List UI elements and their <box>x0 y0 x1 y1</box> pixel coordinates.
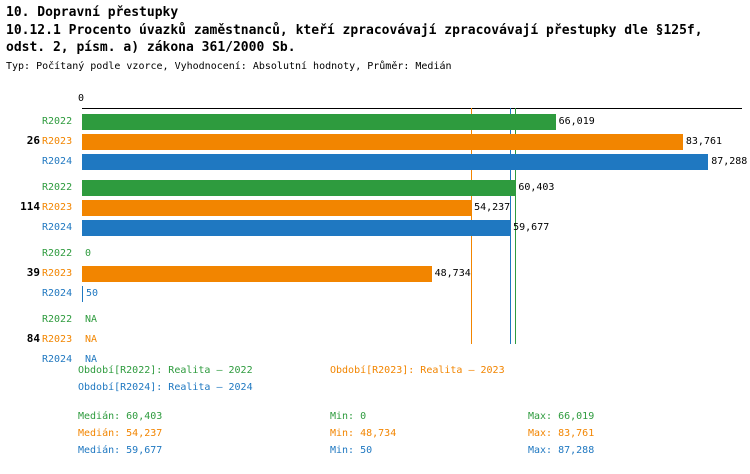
chart-plot-area <box>0 92 750 365</box>
stat-max-2023: Max: 83,761 <box>528 428 595 439</box>
bar-row-label: R2024 <box>42 156 73 167</box>
legend-entry-2024: Období[R2024]: Realita – 2024 <box>78 382 253 393</box>
bar-row[interactable] <box>0 178 750 198</box>
stat-median-2024: Medián: 59,677 <box>78 445 163 456</box>
bar-value-label: 60,403 <box>518 182 555 193</box>
legend-stats-row-2024 <box>0 442 750 459</box>
legend-entry-2023: Období[R2023]: Realita – 2023 <box>330 365 505 376</box>
stat-min-2022: Min: 0 <box>330 411 367 422</box>
bar-row-label: R2023 <box>42 136 73 147</box>
bar[interactable] <box>82 220 510 236</box>
bar-value-label: NA <box>85 314 98 325</box>
bar-group <box>0 178 750 238</box>
stat-max-2024: Max: 87,288 <box>528 445 595 456</box>
legend-row <box>0 379 750 396</box>
bar[interactable] <box>82 134 683 150</box>
bar-value-label: 48,734 <box>434 268 471 279</box>
bar[interactable] <box>82 200 471 216</box>
group-count-label: 39 <box>26 266 40 279</box>
bar[interactable] <box>82 154 708 170</box>
bar-value-label: 54,237 <box>474 202 511 213</box>
group-count-label: 114 <box>20 200 40 213</box>
chart-note: Typ: Počítaný podle vzorce, Vyhodnocení: Absolutní hodnoty, Průměr: Medián <box>6 61 452 72</box>
bar[interactable] <box>82 114 556 130</box>
bar-group <box>0 244 750 304</box>
stat-median-2022: Medián: 60,403 <box>78 411 163 422</box>
bar-row-label: R2023 <box>42 202 73 213</box>
stat-min-2024: Min: 50 <box>330 445 373 456</box>
bar-value-label: 50 <box>86 288 99 299</box>
bar-row-label: R2022 <box>42 182 73 193</box>
bar[interactable] <box>82 180 515 196</box>
bar-row[interactable] <box>0 310 750 330</box>
bar-row[interactable] <box>0 152 750 172</box>
bar[interactable] <box>82 266 432 282</box>
group-count-label: 26 <box>26 134 40 147</box>
bar-value-label: NA <box>85 334 98 345</box>
bar-row-label: R2023 <box>42 268 73 279</box>
bar-row[interactable] <box>0 244 750 264</box>
bar-row[interactable] <box>0 198 750 218</box>
bar-row[interactable] <box>0 264 750 284</box>
stat-max-2022: Max: 66,019 <box>528 411 595 422</box>
page-title: 10.12.1 Procento úvazků zaměstnanců, kteří zpracovávají zpracovávají přestupky dle §125f, odst. 2, písm. a) zákona 361/2000 Sb. <box>6 23 703 55</box>
bar-value-label: 59,677 <box>513 222 550 233</box>
x-axis-origin-label: 0 <box>78 93 85 104</box>
bar[interactable] <box>82 286 83 302</box>
x-axis-line <box>82 108 742 109</box>
bar-row-label: R2022 <box>42 248 73 259</box>
bar-value-label: 87,288 <box>711 156 748 167</box>
stat-min-2023: Min: 48,734 <box>330 428 397 439</box>
bar-row[interactable] <box>0 284 750 304</box>
bar-value-label: 66,019 <box>558 116 595 127</box>
legend-stats-row-2022 <box>0 408 750 425</box>
stat-median-2023: Medián: 54,237 <box>78 428 163 439</box>
bar-row-label: R2024 <box>42 288 73 299</box>
bar-group <box>0 112 750 172</box>
header-block <box>0 0 750 73</box>
bar-value-label: 83,761 <box>685 136 723 147</box>
section-title: 10. Dopravní přestupky <box>6 5 179 20</box>
bar-value-label: NA <box>85 354 98 365</box>
bar-row-label: R2022 <box>42 116 73 127</box>
group-count-label: 84 <box>26 332 40 345</box>
bar-row[interactable] <box>0 112 750 132</box>
bar-row-label: R2023 <box>42 334 73 345</box>
legend-stats-row-2023 <box>0 425 750 442</box>
legend-entry-2022: Období[R2022]: Realita – 2022 <box>78 365 253 376</box>
legend-row <box>0 362 750 379</box>
bar-row-label: R2024 <box>42 222 73 233</box>
legend-spacer <box>0 396 750 408</box>
bar-row-label: R2022 <box>42 314 73 325</box>
bar-group <box>0 310 750 370</box>
bar-row[interactable] <box>0 218 750 238</box>
bar-row[interactable] <box>0 132 750 152</box>
bar-value-label: 0 <box>85 248 92 259</box>
bar-row[interactable] <box>0 330 750 350</box>
chart-legend <box>0 362 750 459</box>
bar-row-label: R2024 <box>42 354 73 365</box>
